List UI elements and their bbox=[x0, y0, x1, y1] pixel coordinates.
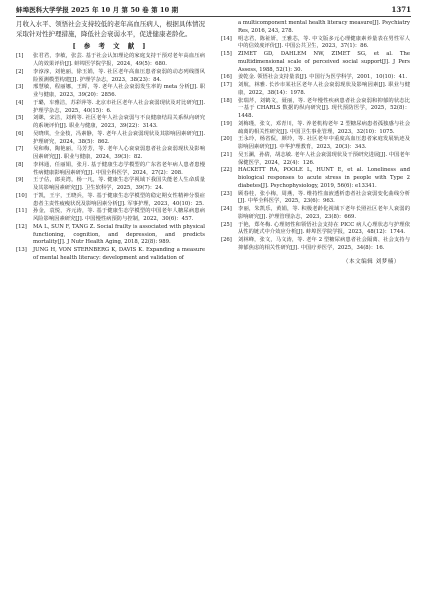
header-rule bbox=[16, 16, 411, 17]
reference-item bbox=[221, 20, 410, 36]
reference-item bbox=[16, 131, 205, 147]
reference-item bbox=[221, 167, 410, 190]
reference-text: 刘眯，宋洁，刘莉等. 社区老年人社会衰弱与不良健康结局关系纵向研究的系统评价[J]. 职业与健康，2023，39(22)：3143. bbox=[33, 115, 205, 130]
reference-text: 吴玉澜，孙倩，胡志敏. 老年人社会衰弱现状及干预研究进展[J]. 中国老年保健医学，2024，22(4)：126. bbox=[238, 151, 410, 166]
reference-item bbox=[221, 237, 410, 253]
reference-number: [16] bbox=[221, 74, 232, 81]
reference-item bbox=[16, 224, 205, 247]
reference-number: [2] bbox=[16, 68, 24, 75]
reference-text: 姜乾金. 领悟社会支持量表[J]. 中国行为医学科学，2001，10(10)：41. bbox=[238, 74, 408, 81]
reference-text: 邢慧敏，程丽娜，王晖，等. 老年人社会衰弱发生率的 meta 分析[J]. 职业与健康，2023，39(20)：2856. bbox=[33, 84, 205, 99]
reference-item bbox=[221, 121, 410, 137]
reference-item bbox=[221, 222, 410, 238]
reference-item bbox=[16, 177, 205, 193]
reference-number: [23] bbox=[221, 190, 232, 197]
reference-item bbox=[16, 115, 205, 131]
reference-item bbox=[221, 152, 410, 168]
reference-number: [3] bbox=[16, 84, 24, 91]
references-heading: [ 参 考 文 献 ] bbox=[72, 41, 149, 50]
editor-line: （本文编辑 刘梦楠） bbox=[342, 258, 400, 265]
reference-text: 张君君，李敏，张芸. 基于社会认知理论的家庭支持干预对老年高血压病人的效果评价[J]. 蚌埠医学院学报，2024，49(5)：680. bbox=[33, 53, 205, 68]
reference-number: [21] bbox=[221, 151, 232, 158]
reference-text: 顾春桂，张小梅，周燕，等. 维持性血液透析患者社会衰弱变化曲线分析[J]. 中华全科医学，2025，23(6)：963. bbox=[238, 190, 410, 205]
reference-item bbox=[16, 84, 205, 100]
reference-item bbox=[221, 98, 410, 121]
reference-number: [4] bbox=[16, 99, 24, 106]
reference-text: 王永玲，杨省侃，颜玲，等. 社区老年中重度高血压患者家庭发展轨迹及影响因素研究[J]. 中华护理教育，2023，20(3)：343. bbox=[238, 136, 410, 150]
reference-text: 刘航，林雅. 长沙市某社区老年人社会衰弱现状及影响因素[J]. 职业与健康，2022，38(14)：1978. bbox=[238, 82, 410, 96]
reference-text: JUNG H, VON STERNBERG K, DAVIS K. Expanding a measure of mental health literacy: development and validation of bbox=[33, 247, 205, 261]
reference-number: [1] bbox=[16, 53, 24, 60]
reference-item bbox=[16, 208, 205, 224]
reference-number: [18] bbox=[221, 97, 232, 104]
reference-text: 李林通，任丽娟，张月. 基于健康生态学模型的广东省老年病人患者患慢性病健康影响因素研究[J]. 中国全科医学，2024，27(2)：208. bbox=[33, 161, 205, 176]
reference-number: [25] bbox=[221, 221, 232, 228]
reference-number: [6] bbox=[16, 130, 24, 137]
page-header bbox=[16, 5, 411, 20]
body-paragraph: 月收入水平、领悟社会支持较低的老年高血压病人，根据具体情况采取针对性护理措施，降低社会衰弱水平，促进健康老龄化。 bbox=[16, 20, 205, 38]
reference-text: 李淳淳，刘艳丽，徐玉娟，等. 社区老年高血压患者衰弱的动态列线图风险预测模型构建[J]. 护理学杂志，2023，38(23)：84. bbox=[33, 68, 205, 83]
reference-item bbox=[16, 100, 205, 116]
references-list-right bbox=[221, 20, 410, 253]
reference-text: 李丽，朱凯乐，黄娟，等. 积极老龄化视域下老年长照社区老年人衰弱的影响研究[J]. 护理管理杂志，2023，23(8)：669. bbox=[238, 206, 410, 220]
reference-text: ZIMET GD, DAHLEM NW, ZIMET SG, et al. The multidimensional scale of perceived social support[J]. J Pers Assess, 1988, 52(1): 30. bbox=[238, 51, 410, 73]
page-number: 1371 bbox=[391, 5, 411, 14]
reference-number: [24] bbox=[221, 206, 232, 212]
reference-item bbox=[221, 191, 410, 207]
reference-text: 孙金，袁悦，齐元涛，等. 基于健康生态学模型的中国老年人糖尿病患病风险影响因素研究[J]. 中国慢性病预防与控制，2022，30(6)：457. bbox=[33, 208, 205, 223]
reference-text: HACKETT RA, POOLE L, HUNT E, et al. Loneliness and biological responses to acute stress in people with Type 2 diabetes[J]. Psychophysiology, 2019, 56(6): e13341. bbox=[238, 167, 410, 189]
reference-text: 刘梅瑾，张文，邓青川，等. 养老机构老年 2 型糖尿病患者孤独感与社会疏离的相关性研究[J]. 中国卫生事业管理，2023，32(10)：1075. bbox=[238, 120, 410, 135]
reference-text: 吴晓琪，全金枝，冯素静，等. 老年人社会衰弱现状及其影响因素研究[J]. 护理研究，2024，38(5)：862. bbox=[33, 130, 205, 145]
reference-item bbox=[221, 82, 410, 98]
reference-number: [5] bbox=[16, 115, 24, 122]
reference-item bbox=[16, 247, 205, 263]
reference-number: [9] bbox=[16, 177, 24, 184]
left-column bbox=[16, 20, 205, 263]
reference-number: [22] bbox=[221, 167, 232, 174]
reference-item bbox=[221, 51, 410, 74]
reference-text: 吴和梅，陶艳丽，马芳芳，等. 老年人心衰衰弱患者社会衰弱现状及影响因素研究[J]. 职业与健康，2024，39(3)：82. bbox=[33, 146, 205, 161]
reference-item bbox=[221, 206, 410, 222]
reference-text: a multicomponent mental health literacy measure[J]. Psychiatry Res, 2016, 243, 278. bbox=[238, 20, 410, 34]
reference-item bbox=[221, 74, 410, 82]
reference-number: [12] bbox=[16, 223, 27, 230]
reference-number: [14] bbox=[221, 35, 232, 42]
reference-number: [7] bbox=[16, 146, 24, 153]
references-list-left bbox=[16, 53, 205, 262]
reference-item bbox=[221, 136, 410, 152]
reference-text: 于艳，郑冬梅. 心理韧性和领悟社会支持在 PICC 病人心理状态与护理依从性的链式中介效应分析[J]. 蚌埠医学院学报，2023，48(12)：1744. bbox=[238, 221, 410, 236]
reference-number: [19] bbox=[221, 120, 232, 127]
reference-item bbox=[16, 146, 205, 162]
reference-item bbox=[16, 53, 205, 69]
reference-text: 于凯，王宇，王晓兵，等. 基于健康生态学模型的稳定期女性精神分裂症患者主责性疲瘦状况及影响因素分析[J]. 军事护理，2023，40(10)：25. bbox=[33, 192, 205, 207]
reference-number: [17] bbox=[221, 82, 232, 88]
reference-text: MA L, SUN F, TANG Z. Social frailty is associated with physical functioning, cognition, and depression, and predicts mortality[J]. J Nutr Health Aging, 2018, 22(8): 989. bbox=[33, 223, 205, 246]
reference-text: 明志君，陈祉妍，王雅芯，等. 中文版多元心理健康素养量表在男性军人中的信效度评价[J]. 中国公共卫生，2023，37(1)：86. bbox=[238, 35, 410, 50]
reference-text: 张瑞芹，刘鹤文，聂丽，等. 老年慢性疾病患者社会衰弱和抑郁的状态比一基于 CHARLS 数据的纵向研究[J]. 现代预防医学，2025，52(8)：1448. bbox=[238, 97, 410, 119]
reference-number: [15] bbox=[221, 51, 232, 57]
reference-number: [13] bbox=[16, 247, 27, 254]
reference-item bbox=[16, 162, 205, 178]
reference-text: 于璐，车雅洁，苏彩萍等. 北京市社区老年人社会衰弱现状及对比研究[J]. 护理学杂志，2025，40(15)：6. bbox=[33, 99, 205, 114]
reference-number: [11] bbox=[16, 208, 27, 215]
reference-text: 王子估，郎美湾，杨一凡，等. 健康生态学视域下我国失能老人生命质量及其影响因素研究[J]. 卫生软科学，2025，39(7)：24. bbox=[33, 177, 205, 192]
reference-item bbox=[16, 69, 205, 85]
right-column bbox=[221, 20, 410, 266]
reference-number: [26] bbox=[221, 237, 232, 243]
reference-number: [8] bbox=[16, 161, 24, 168]
journal-title: 蚌埠医科大学学报 2025 年 10 月 第 50 卷 第 10 期 bbox=[16, 6, 179, 14]
reference-item bbox=[221, 36, 410, 52]
reference-item bbox=[16, 193, 205, 209]
reference-number: [10] bbox=[16, 192, 27, 199]
reference-number: [20] bbox=[221, 136, 232, 143]
reference-text: 刘林峰，张文，马文涛，等. 老年 2 型糖尿病患者社会隔离、社会支持与抑郁焦虑的相关性研究[J]. 中国疗养医学，2025，34(8)：16. bbox=[238, 237, 410, 251]
